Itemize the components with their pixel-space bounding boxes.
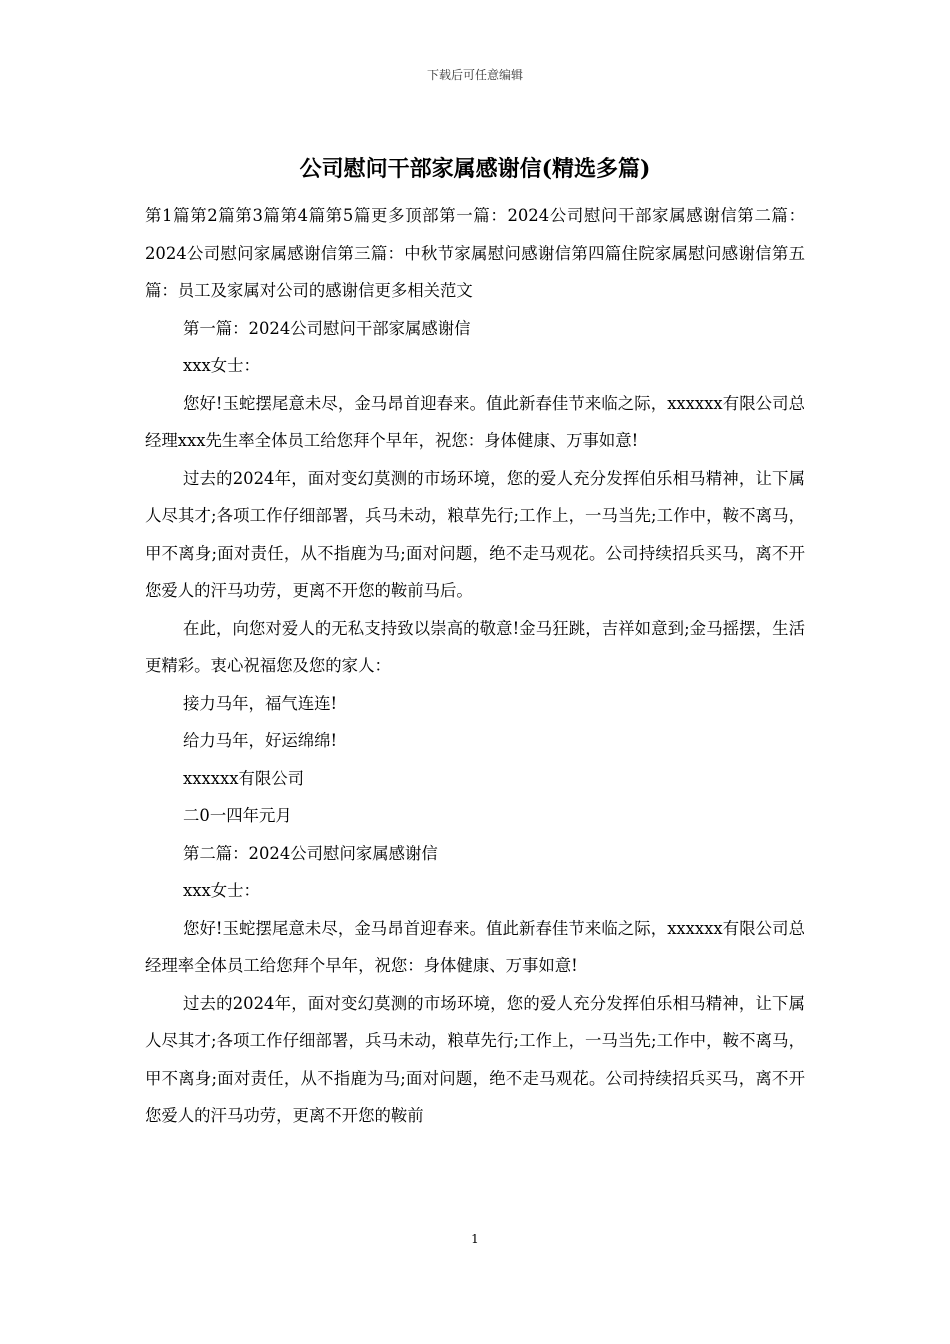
document-title: 公司慰问干部家属感谢信(精选多篇)	[299, 156, 651, 182]
paragraph: 过去的2024年，面对变幻莫测的市场环境，您的爱人充分发挥伯乐相马精神，让下属人尽其才;各项工作仔细部署，兵马未动，粮草先行;工作上，一马当先;工作中，鞍不离马，甲不离身;面对责任，从不指鹿为马;面对问题，绝不走马观花。公司持续招兵买马，离不开您爱人的汗马功劳，更离不开您的鞍前马后。	[145, 468, 805, 600]
paragraph: 过去的2024年，面对变幻莫测的市场环境，您的爱人充分发挥伯乐相马精神，让下属人尽其才;各项工作仔细部署，兵马未动，粮草先行;工作上，一马当先;工作中，鞍不离马，甲不离身;面对责任，从不指鹿为马;面对问题，绝不走马观花。公司持续招兵买马，离不开您爱人的汗马功劳，更离不开您的鞍前	[145, 993, 805, 1125]
paragraph: 接力马年，福气连连!	[183, 693, 338, 713]
paragraph: xxx女士：	[183, 356, 260, 375]
paragraph: 您好!玉蛇摆尾意未尽，金马昂首迎春来。值此新春佳节来临之际，xxxxxx有限公司总经理xxx先生率全体员工给您拜个早年，祝您：身体健康、万事如意!	[145, 393, 805, 450]
paragraph: 二0一四年元月	[183, 806, 292, 825]
paragraph: 第二篇：2024公司慰问家属感谢信	[183, 843, 438, 863]
paragraph: 给力马年，好运绵绵!	[183, 731, 338, 750]
page-header: 下载后可任意编辑	[426, 68, 523, 82]
paragraph: 在此，向您对爱人的无私支持致以崇高的敬意!金马狂跳，吉祥如意到;金马摇摆，生活更精彩。衷心祝福您及您的家人：	[145, 618, 805, 675]
paragraph: xxxxxx有限公司	[183, 768, 305, 788]
paragraph: 第1篇第2篇第3篇第4篇第5篇更多顶部第一篇：2024公司慰问干部家属感谢信第二篇：2024公司慰问家属感谢信第三篇：中秋节家属慰问感谢信第四篇住院家属慰问感谢信第五篇：员工及家属对公司的感谢信更多相关范文	[145, 206, 805, 300]
page-number: 1	[471, 1232, 479, 1246]
paragraph: xxx女士：	[183, 881, 260, 900]
document-body	[145, 197, 805, 1135]
paragraph: 第一篇：2024公司慰问干部家属感谢信	[183, 318, 471, 338]
paragraph: 您好!玉蛇摆尾意未尽，金马昂首迎春来。值此新春佳节来临之际，xxxxxx有限公司总经理率全体员工给您拜个早年，祝您：身体健康、万事如意!	[145, 918, 805, 975]
